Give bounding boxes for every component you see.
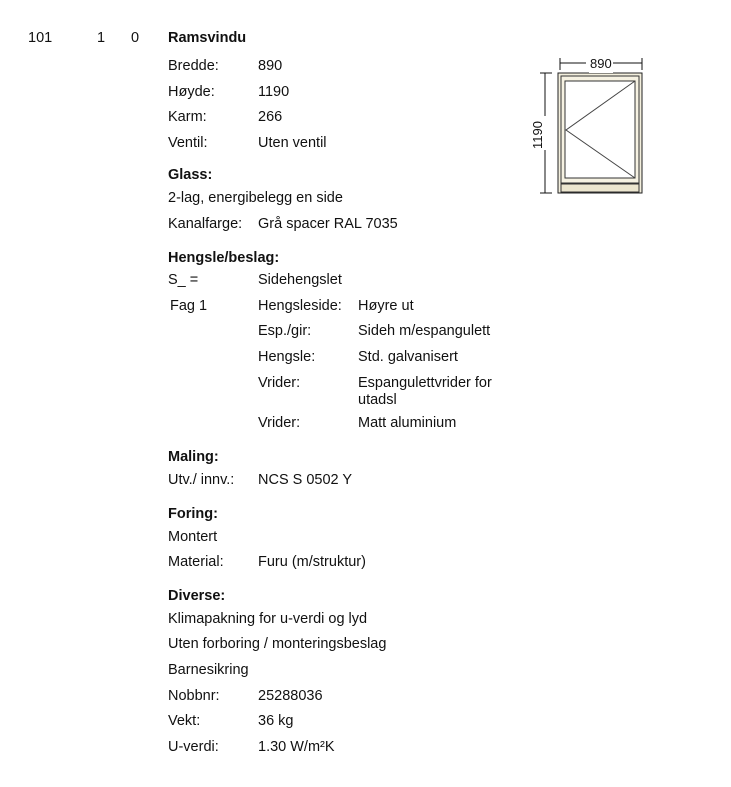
misc-line: Uten forboring / monteringsbeslag	[168, 636, 387, 652]
height-label: Høyde:	[168, 84, 215, 100]
lining-heading: Foring:	[168, 506, 218, 522]
nobb-value: 25288036	[258, 688, 323, 704]
hinge-side-label: Hengsleside:	[258, 298, 342, 314]
revision: 0	[131, 30, 140, 46]
u-value-label: U-verdi:	[168, 739, 219, 755]
paint-value: NCS S 0502 Y	[258, 472, 353, 488]
hinge-label: Hengsle:	[258, 349, 316, 365]
hinge-code-label: S_ =	[168, 272, 199, 288]
paint-heading: Maling:	[168, 449, 219, 465]
misc-line: Klimapakning for u-verdi og lyd	[168, 611, 368, 627]
width-value: 890	[258, 58, 283, 74]
spacer-value: Grå spacer RAL 7035	[258, 216, 398, 232]
nobb-label: Nobbnr:	[168, 688, 220, 704]
glass-type: 2-lag, energibelegg en side	[168, 190, 343, 206]
position-number: 101	[28, 30, 53, 46]
frame-label: Karm:	[168, 109, 207, 125]
height-value: 1190	[258, 84, 290, 100]
frame-value: 266	[258, 109, 283, 125]
hinge-value: Std. galvanisert	[358, 349, 458, 365]
glass-heading: Glass:	[168, 167, 213, 183]
vent-label: Ventil:	[168, 135, 208, 151]
quantity: 1	[97, 30, 106, 46]
lining-mounted: Montert	[168, 529, 218, 545]
product-title: Ramsvindu	[168, 30, 247, 46]
misc-heading: Diverse:	[168, 588, 226, 604]
misc-line: Barnesikring	[168, 662, 249, 678]
window-glass	[565, 81, 635, 178]
window-sill	[561, 184, 639, 192]
hinge-code-value: Sidehengslet	[258, 272, 342, 288]
paint-label: Utv./ innv.:	[168, 472, 235, 488]
espagnolette-label: Esp./gir:	[258, 323, 312, 339]
sash-label: Fag 1	[170, 298, 208, 314]
weight-value: 36 kg	[258, 713, 294, 729]
espagnolette-value: Sideh m/espangulett	[358, 323, 491, 339]
weight-label: Vekt:	[168, 713, 201, 729]
material-label: Material:	[168, 554, 224, 570]
vent-value: Uten ventil	[258, 135, 327, 151]
spacer-label: Kanalfarge:	[168, 216, 243, 232]
handle-finish-value: Matt aluminium	[358, 415, 457, 431]
drawing-height-label: 1190	[529, 121, 545, 149]
hinge-side-value: Høyre ut	[358, 298, 414, 314]
handle-value-line2: utadsl	[358, 392, 397, 408]
width-label: Bredde:	[168, 58, 219, 74]
handle-finish-label: Vrider:	[258, 415, 301, 431]
handle-label: Vrider:	[258, 375, 301, 391]
handle-value-line1: Espangulettvrider for	[358, 375, 492, 391]
u-value-value: 1.30 W/m²K	[258, 739, 335, 755]
material-value: Furu (m/struktur)	[258, 554, 366, 570]
hinges-heading: Hengsle/beslag:	[168, 250, 280, 266]
drawing-width-label: 890	[590, 56, 612, 71]
